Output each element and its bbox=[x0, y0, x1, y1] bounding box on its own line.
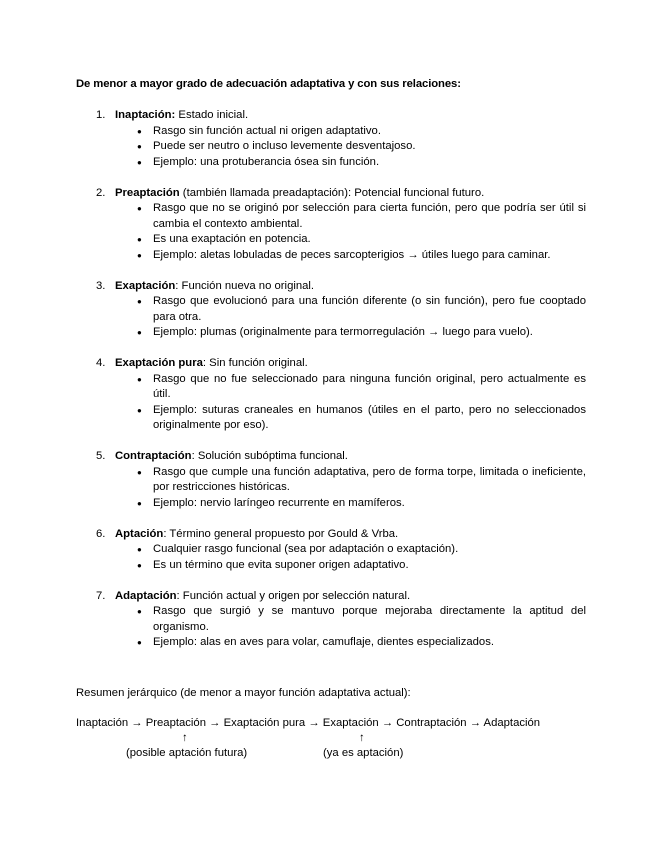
item-number: 5. bbox=[96, 450, 106, 462]
item-title bbox=[96, 449, 586, 465]
bullet-item bbox=[96, 558, 586, 574]
bullet-item bbox=[96, 403, 586, 434]
bullet-item bbox=[96, 604, 586, 635]
bullet-text: Rasgo que surgió y se mantuvo porque mejoraba directamente la aptitud del organismo. bbox=[153, 605, 586, 633]
bullet-icon: ● bbox=[137, 405, 142, 415]
bullet-text: Rasgo que no fue seleccionado para ninguna función original, pero actualmente es útil. bbox=[153, 372, 586, 400]
list-item bbox=[96, 279, 586, 341]
item-title bbox=[96, 186, 586, 202]
bullet-icon: ● bbox=[137, 250, 142, 260]
bullet-item bbox=[96, 248, 586, 264]
item-description: Estado inicial. bbox=[175, 109, 249, 121]
bullet-text: Es un término que evita suponer origen adaptativo. bbox=[153, 558, 409, 571]
item-term: Aptación bbox=[115, 527, 164, 540]
bullet-icon: ● bbox=[137, 157, 142, 167]
note-already-aptation: (ya es aptación) bbox=[323, 747, 404, 759]
bullet-icon: ● bbox=[137, 297, 142, 306]
item-term: Contraptación bbox=[115, 450, 192, 462]
item-description: : Función actual y origen por selección natural. bbox=[176, 589, 411, 602]
bullet-item bbox=[96, 139, 586, 155]
bullet-icon: ● bbox=[137, 235, 142, 244]
list-item bbox=[96, 449, 586, 511]
bullet-icon: ● bbox=[137, 607, 142, 616]
bullet-text: Rasgo que cumple una función adaptativa, pero de forma torpe, limitada o ineficiente, por restricciones históricas. bbox=[153, 465, 586, 493]
item-number: 3. bbox=[96, 279, 106, 292]
bullet-item bbox=[96, 232, 586, 248]
bullet-icon: ● bbox=[137, 328, 142, 337]
bullet-text: Ejemplo: suturas craneales en humanos (útiles en el parto, pero no seleccionados originalmente por eso). bbox=[153, 403, 586, 431]
item-number: 1. bbox=[96, 109, 106, 121]
item-term: Preaptación bbox=[115, 186, 180, 199]
item-description: : Término general propuesto por Gould & Vrba. bbox=[163, 527, 399, 540]
bullet-item bbox=[96, 201, 586, 232]
bullet-text: Puede ser neutro o incluso levemente desventajoso. bbox=[153, 140, 416, 152]
bullet-list bbox=[96, 604, 586, 651]
list-item bbox=[96, 527, 586, 574]
bullet-item bbox=[96, 542, 586, 558]
bullet-list bbox=[96, 124, 586, 171]
item-term: Adaptación bbox=[115, 589, 177, 602]
item-description: : Sin función original. bbox=[202, 357, 308, 369]
bullet-item bbox=[96, 635, 586, 651]
bullet-item bbox=[96, 124, 586, 140]
bullet-icon: ● bbox=[137, 498, 142, 508]
bullet-text: Rasgo sin función actual ni origen adaptativo. bbox=[153, 124, 381, 137]
bullet-text: Ejemplo: nervio laríngeo recurrente en mamíferos. bbox=[153, 496, 405, 509]
item-term: Exaptación pura bbox=[115, 357, 203, 369]
document-heading: De menor a mayor grado de adecuación adaptativa y con sus relaciones: bbox=[76, 78, 461, 90]
bullet-list bbox=[96, 294, 586, 341]
list-item bbox=[96, 186, 586, 264]
bullet-list bbox=[96, 465, 586, 512]
bullet-text: Rasgo que no se originó por selección para cierta función, pero que podría ser útil si cambia el contexto ambiental. bbox=[153, 202, 586, 230]
bullet-icon: ● bbox=[137, 638, 142, 647]
item-description: : Función nueva no original. bbox=[175, 279, 315, 292]
item-term: Inaptación: bbox=[115, 109, 176, 121]
item-description: : Solución subóptima funcional. bbox=[191, 450, 348, 462]
concept-list bbox=[96, 108, 586, 666]
bullet-icon: ● bbox=[137, 204, 142, 213]
bullet-icon: ● bbox=[137, 142, 142, 151]
item-description: (también llamada preadaptación): Potencial funcional futuro. bbox=[179, 186, 485, 199]
note-future-aptation: (posible aptación futura) bbox=[126, 747, 248, 759]
hierarchy-chain: Inaptación → Preaptación → Exaptación pura → Exaptación → Contraptación → Adaptación bbox=[76, 717, 541, 729]
bullet-text: Ejemplo: plumas (originalmente para termorregulación → luego para vuelo). bbox=[153, 326, 533, 338]
bullet-icon: ● bbox=[137, 374, 142, 384]
bullet-item bbox=[96, 294, 586, 325]
summary-title: Resumen jerárquico (de menor a mayor función adaptativa actual): bbox=[76, 687, 411, 699]
item-title bbox=[96, 356, 586, 372]
bullet-item bbox=[96, 372, 586, 403]
bullet-list bbox=[96, 201, 586, 263]
bullet-list bbox=[96, 542, 586, 573]
item-number: 6. bbox=[96, 527, 106, 540]
bullet-text: Ejemplo: alas en aves para volar, camuflaje, dientes especializados. bbox=[153, 636, 494, 648]
bullet-icon: ● bbox=[137, 467, 142, 477]
bullet-text: Ejemplo: una protuberancia ósea sin función. bbox=[153, 155, 380, 168]
bullet-icon: ● bbox=[137, 126, 142, 136]
list-item bbox=[96, 108, 586, 170]
item-number: 2. bbox=[96, 186, 106, 199]
bullet-item bbox=[96, 465, 586, 496]
item-title bbox=[96, 527, 586, 543]
item-number: 7. bbox=[96, 589, 106, 602]
bullet-text: Rasgo que evolucionó para una función diferente (o sin función), pero fue cooptado para otra. bbox=[153, 295, 586, 323]
bullet-list bbox=[96, 372, 586, 434]
bullet-item bbox=[96, 325, 586, 341]
arrow-up-icon-left: ↑ bbox=[182, 732, 188, 744]
item-title bbox=[96, 279, 586, 295]
list-item bbox=[96, 589, 586, 651]
item-number: 4. bbox=[96, 357, 106, 369]
list-item bbox=[96, 356, 586, 434]
bullet-item bbox=[96, 496, 586, 512]
item-term: Exaptación bbox=[115, 279, 176, 292]
item-title bbox=[96, 108, 586, 124]
bullet-text: Cualquier rasgo funcional (sea por adaptación o exaptación). bbox=[153, 543, 459, 555]
bullet-icon: ● bbox=[137, 560, 142, 570]
arrow-up-icon-right: ↑ bbox=[359, 732, 365, 744]
item-title bbox=[96, 589, 586, 605]
bullet-text: Es una exaptación en potencia. bbox=[153, 233, 311, 245]
bullet-text: Ejemplo: aletas lobuladas de peces sarcopterigios → útiles luego para caminar. bbox=[153, 248, 551, 261]
bullet-icon: ● bbox=[137, 545, 142, 554]
bullet-item bbox=[96, 155, 586, 171]
